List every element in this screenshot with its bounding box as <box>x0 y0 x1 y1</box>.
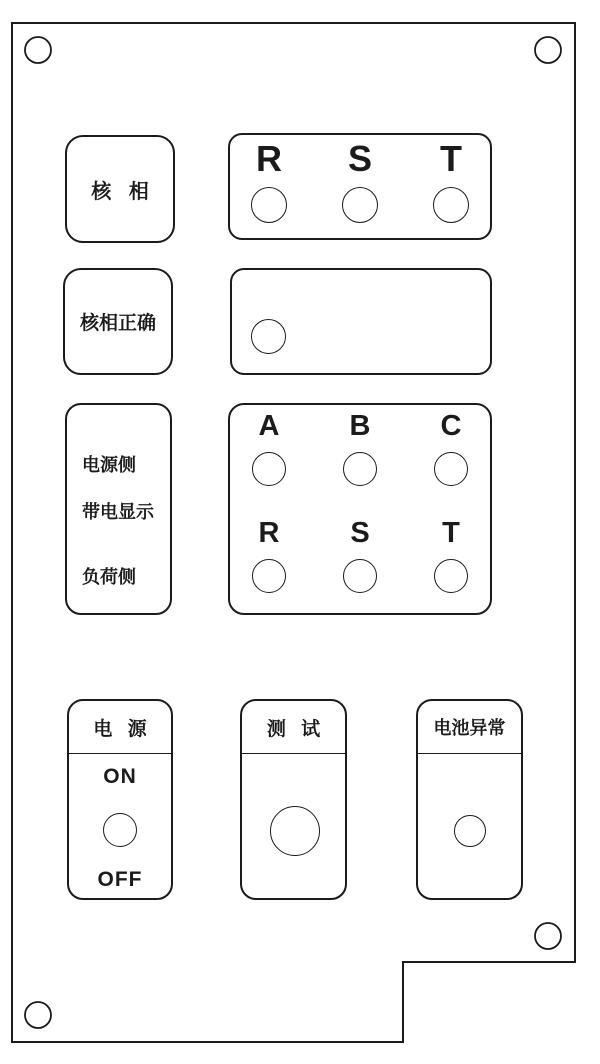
battery-label: 电池异常 <box>418 701 521 754</box>
power-on-label: ON <box>103 765 137 788</box>
phase-correct-indicator-box <box>230 268 492 375</box>
screw-hole-bottom-right <box>535 923 561 949</box>
terminal-col-c <box>422 411 480 486</box>
terminal-col-t2 <box>422 518 480 593</box>
terminal-letter-r2: R <box>258 517 280 549</box>
terminal-letter-t2: T <box>442 517 460 549</box>
phase-correct-indicator-hole <box>251 319 286 354</box>
terminal-letter-c: C <box>440 410 462 442</box>
phase-correct-label: 核相正确 <box>79 313 156 334</box>
screw-hole-top-right <box>535 37 561 63</box>
power-box <box>67 699 173 900</box>
phase-check-box <box>65 135 175 243</box>
terminal-letter-b: B <box>349 410 371 442</box>
test-label: 测 试 <box>242 701 345 754</box>
test-button-hole <box>270 806 320 856</box>
terminal-col-s <box>331 140 389 223</box>
power-switch-hole <box>103 813 137 847</box>
screw-hole-bottom-left <box>25 1002 51 1028</box>
terminal-hole-t2 <box>434 559 468 593</box>
power-label: 电 源 <box>69 701 171 754</box>
terminal-letter-t: T <box>440 138 462 179</box>
terminal-hole-s2 <box>343 559 377 593</box>
terminal-hole-t <box>433 187 469 223</box>
live-display-terminals-box <box>228 403 492 615</box>
terminal-letter-s: S <box>347 138 372 179</box>
terminal-letter-s2: S <box>350 517 370 549</box>
terminal-col-s2 <box>331 518 389 593</box>
label-live-display: 带电显示 <box>82 502 154 522</box>
terminal-hole-r <box>251 187 287 223</box>
terminal-col-b <box>331 411 389 486</box>
phase-check-label: 核 相 <box>91 180 149 203</box>
terminal-col-a <box>240 411 298 486</box>
terminal-col-r2 <box>240 518 298 593</box>
screw-hole-top-left <box>25 37 51 63</box>
phase-terminals-box <box>228 133 492 240</box>
battery-indicator-hole <box>454 815 486 847</box>
label-power-side: 电源侧 <box>82 455 136 475</box>
terminal-hole-b <box>343 452 377 486</box>
terminal-hole-c <box>434 452 468 486</box>
label-load-side: 负荷侧 <box>82 567 136 587</box>
terminal-col-r <box>240 140 298 223</box>
terminal-letter-a: A <box>258 410 280 442</box>
power-off-label: OFF <box>97 868 143 891</box>
live-display-labels-box <box>65 403 172 615</box>
terminal-col-t <box>422 140 480 223</box>
terminal-hole-s <box>342 187 378 223</box>
terminal-hole-r2 <box>252 559 286 593</box>
battery-box <box>416 699 523 900</box>
test-box <box>240 699 347 900</box>
phase-correct-box <box>63 268 173 375</box>
terminal-letter-r: R <box>256 138 282 179</box>
terminal-hole-a <box>252 452 286 486</box>
